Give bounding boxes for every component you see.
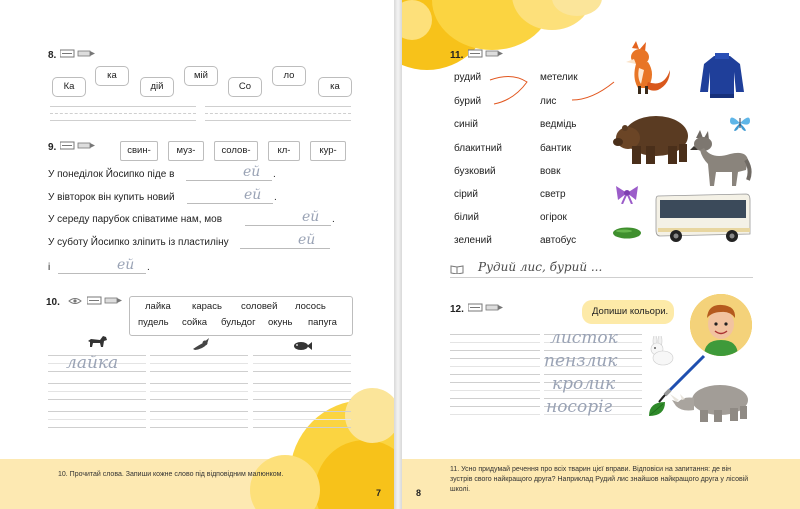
syllable-card: Ка [52,77,86,97]
bear-picture [612,108,694,166]
sentence-5: і [48,262,51,273]
color-word: бузковий [454,166,496,177]
pencil-write-icon [468,303,504,312]
handwritten-word: носоріг [546,397,613,417]
handwritten-word: пензлик [544,351,618,371]
word-stem-card: кл- [268,141,300,161]
leaf-picture [647,400,667,418]
word-stem-card: свин- [120,141,158,161]
noun-word: ведмідь [540,119,577,130]
writing-line [50,120,196,121]
exercise-9-number: 9. [48,142,57,153]
decor-circle [345,388,394,443]
color-word: сірий [454,189,478,200]
boy-face-icon [690,294,752,356]
right-page [402,0,800,509]
sentence-3: У середу парубок співатиме нам, мов [48,214,223,225]
left-page-number: 7 [376,488,382,498]
noun-word: светр [540,189,566,200]
sentence-1: У понеділок Йосипко піде в [48,169,175,180]
writing-line [205,106,351,107]
word-bank-word: окунь [268,317,293,328]
left-footer-text: 10. Прочитай слова. Запиши кожне слово під відповідним малюнком. [58,471,284,478]
period: . [273,169,276,180]
rhino-picture [670,380,754,424]
sample-handwriting: Рудий лис, бурий ... [478,260,603,274]
suffix-hint: ей [298,232,316,248]
color-word: синій [454,119,478,130]
word-bank-word: лосось [295,301,326,312]
sample-handwriting: лайка [66,353,119,373]
exercise-12-number: 12. [450,304,464,315]
syllable-card: ка [318,77,352,97]
syllable-card: дій [140,77,174,97]
book-gutter [394,0,402,509]
writing-lines-col-3 [253,355,351,435]
writing-line [205,120,351,121]
exercise-8-number: 8. [48,50,57,61]
fox-picture [612,40,672,96]
handwritten-word: кролик [552,374,616,394]
writing-line [450,277,753,278]
syllable-card: ка [95,66,129,86]
word-stem-card: муз- [168,141,204,161]
suffix-hint: ей [117,257,135,273]
word-bank-word: пудель [138,317,169,328]
bird-icon [191,335,213,353]
word-bank-word: папуга [308,317,337,328]
right-footer-text: 11. Усно придумай речення про всіх тварин цієї вправи. Відповіси на запитання: де він зустрів свого найкращого друга? Наприклад Рудий лис знайшов найкращого друга у лісовій школі. [450,466,749,493]
writing-lines-left-col [450,334,540,420]
word-bank-word: сойка [182,317,208,328]
left-page [0,0,394,509]
word-bank-word: лайка [145,301,171,312]
cucumber-picture [612,226,642,240]
handwritten-word: листок [550,328,618,348]
word-stem-card: солов- [214,141,258,161]
answer-line [186,180,272,181]
sentence-2: У вівторок він купить новий [48,192,175,203]
color-word: зелений [454,235,492,246]
writing-line [50,113,196,114]
answer-line [240,248,330,249]
color-word: блакитний [454,143,502,154]
writing-lines-col-2 [150,355,248,435]
pencil-write-icon [60,49,96,58]
boy-avatar [690,294,752,356]
word-bank-word: карась [192,301,222,312]
word-stem-card: кур- [310,141,346,161]
prompt-text: Допиши кольори. [592,306,669,317]
noun-word: лис [540,96,557,107]
syllable-card: мій [184,66,218,86]
pencil-write-icon [60,141,96,150]
fish-icon [291,340,313,352]
sentence-4: У суботу Йосипко зліпить із пластиліну [48,237,229,248]
noun-word: вовк [540,166,561,177]
answer-line [58,273,146,274]
noun-word: огірок [540,212,567,223]
exercise-10-number: 10. [46,297,60,308]
wolf-picture [690,130,752,190]
noun-word: автобус [540,235,577,246]
suffix-hint: ей [302,209,320,225]
book-icon [450,264,464,274]
answer-line [245,225,331,226]
pencil-write-icon [87,296,123,305]
right-page-number: 8 [416,488,422,498]
noun-word: метелик [540,72,578,83]
syllable-card: ло [272,66,306,86]
color-word: рудий [454,72,482,83]
syllable-card: Со [228,77,262,97]
word-bank-word: бульдог [221,317,256,328]
dog-icon [86,333,108,351]
suffix-hint: ей [244,187,262,203]
answer-line [187,203,273,204]
writing-line [205,113,351,114]
writing-line [50,106,196,107]
color-word: бурий [454,96,482,107]
eye-read-icon [68,297,82,306]
period: . [332,214,335,225]
bow-picture [614,184,640,204]
noun-word: бантик [540,143,572,154]
sweater-picture [698,52,746,100]
suffix-hint: ей [243,164,261,180]
exercise-11-number: 11. [450,50,464,61]
color-word: білий [454,212,479,223]
period: . [274,192,277,203]
period: . [147,262,150,273]
bus-picture [654,190,752,246]
word-bank-word: соловей [241,301,278,312]
